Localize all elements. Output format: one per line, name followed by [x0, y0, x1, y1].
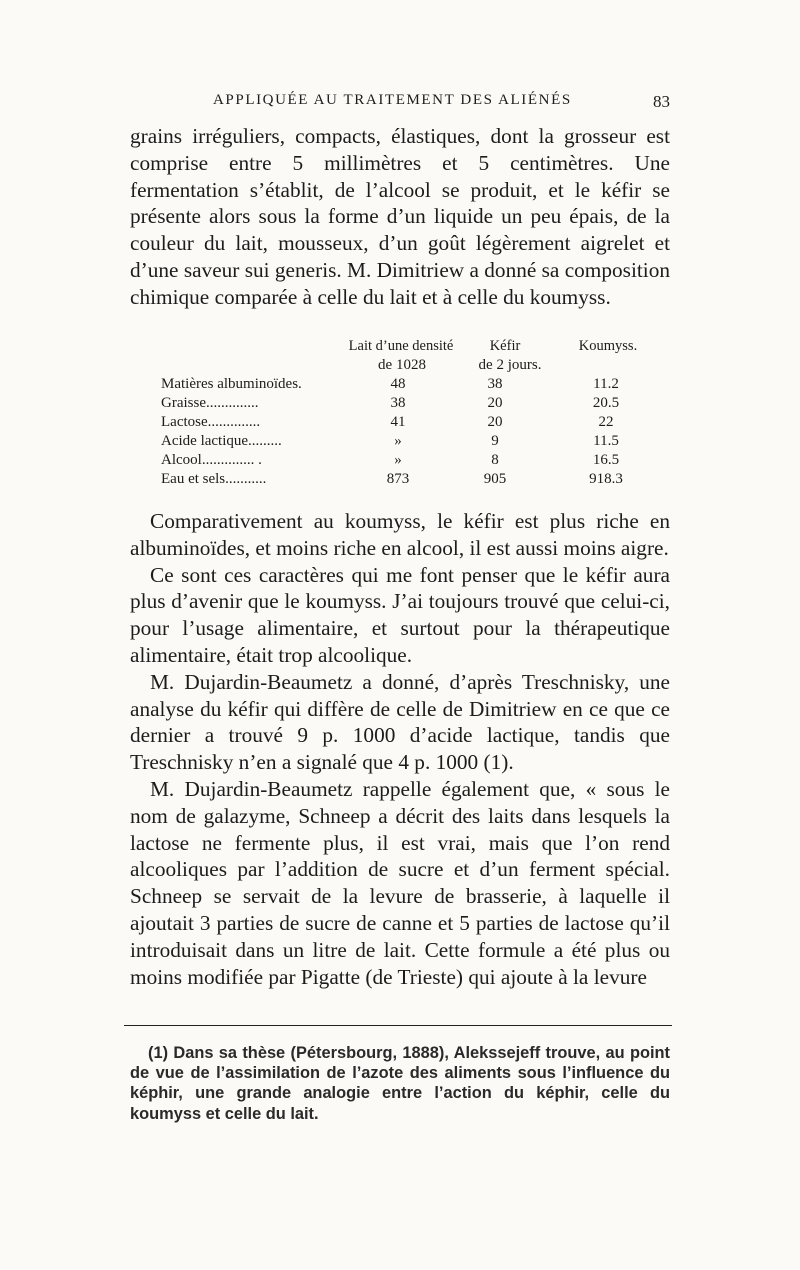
- paragraph: M. Dujardin-Beaumetz a donné, d’après Treschnisky, une analyse du kéfir qui diffère de celle de Dimitriew en ce que ce dernier a trouvé 9 p. 1000 d’acide lactique, tandis que Treschnisky n’en a signalé que 4 p. 1000 (1).: [130, 669, 670, 775]
- table-row: [161, 394, 681, 413]
- column-header-kefir: Kéfir: [489, 338, 521, 354]
- row-label: Graisse..............: [161, 395, 259, 411]
- composition-table: [161, 337, 681, 489]
- cell-kefir: 9: [491, 433, 499, 449]
- cell-lait: 41: [390, 414, 406, 430]
- row-label: Alcool.............. .: [161, 452, 262, 468]
- table-row: [161, 432, 681, 451]
- cell-koumyss: 16.5: [592, 452, 620, 468]
- row-label: Eau et sels...........: [161, 471, 267, 487]
- row-label: Acide lactique.........: [161, 433, 282, 449]
- page-number: 83: [653, 92, 670, 111]
- cell-lait: 38: [390, 395, 406, 411]
- table-header-row: [161, 337, 681, 356]
- footnote-text: (1) Dans sa thèse (Pétersbourg, 1888), Alekssejeff trouve, au point de vue de l’assimilation de l’azote des aliments sous l’influence du képhir, une grande analogie entre l’action du képhir, celle du koumyss et celle du lait.: [130, 1044, 670, 1123]
- body-text-block: [130, 508, 670, 990]
- table-row: [161, 413, 681, 432]
- paragraph: grains irréguliers, compacts, élastiques, dont la grosseur est comprise entre 5 millimètres et 5 centimètres. Une fermentation s’établit, de l’alcool se produit, et le kéfir se présente alors sous la forme d’un liquide un peu épais, de la couleur du lait, mousseux, d’un goût légèrement aigrelet et d’une saveur sui generis. M. Dimitriew a donné sa composition chimique comparée à celle du lait et à celle du koumyss.: [130, 124, 671, 309]
- cell-lait: 48: [390, 376, 406, 392]
- cell-lait: 873: [386, 471, 410, 487]
- column-subheader-lait: de 1028: [378, 357, 426, 373]
- column-header-koumyss: Koumyss.: [578, 338, 638, 354]
- opening-paragraph-block: [130, 123, 670, 311]
- paragraph: Ce sont ces caractères qui me font penser que le kéfir aura plus d’avenir que le koumyss. J’ai toujours trouvé que celui-ci, pour l’usage alimentaire, et surtout pour la thérapeutique alimentaire, était trop alcoolique.: [130, 562, 670, 667]
- column-subheader-kefir: de 2 jours.: [478, 357, 542, 373]
- row-label: Lactose..............: [161, 414, 261, 430]
- cell-koumyss: 22: [598, 414, 614, 430]
- cell-kefir: 20: [487, 414, 503, 430]
- cell-lait: »: [394, 433, 402, 449]
- paragraph: Comparativement au koumyss, le kéfir est plus riche en albuminoïdes, et moins riche en alcool, il est aussi moins aigre.: [130, 509, 670, 560]
- footnote: [130, 1043, 670, 1124]
- row-label: Matières albuminoïdes.: [161, 376, 302, 392]
- cell-koumyss: 11.5: [593, 433, 619, 449]
- cell-koumyss: 11.2: [593, 376, 619, 392]
- cell-koumyss: 918.3: [589, 471, 623, 487]
- cell-kefir: 38: [487, 376, 503, 392]
- cell-koumyss: 20.5: [592, 395, 620, 411]
- footnote-divider: [124, 1025, 672, 1026]
- cell-kefir: 20: [487, 395, 503, 411]
- table-row: [161, 375, 681, 394]
- table-row: [161, 470, 681, 489]
- table-header-row: [161, 356, 681, 375]
- cell-kefir: 8: [491, 452, 499, 468]
- cell-kefir: 905: [483, 471, 507, 487]
- table-row: [161, 451, 681, 470]
- cell-lait: »: [394, 452, 402, 468]
- paragraph: M. Dujardin-Beaumetz rappelle également que, « sous le nom de galazyme, Schneep a décrit des laits dans lesquels la lactose ne fermente plus, il est vrai, mais que l’on rend alcooliques par l’addition de sucre et d’un ferment spécial. Schneep se servait de la levure de brasserie, à laquelle il ajoutait 3 parties de sucre de canne et 5 parties de lactose qu’il introduisait dans un litre de lait. Cette formule a été plus ou moins modifiée par Pigatte (de Trieste) qui ajoute à la levure: [130, 776, 670, 989]
- running-title: APPLIQUÉE AU TRAITEMENT DES ALIÉNÉS: [213, 92, 572, 108]
- column-header-lait: Lait d’une densité: [348, 338, 454, 354]
